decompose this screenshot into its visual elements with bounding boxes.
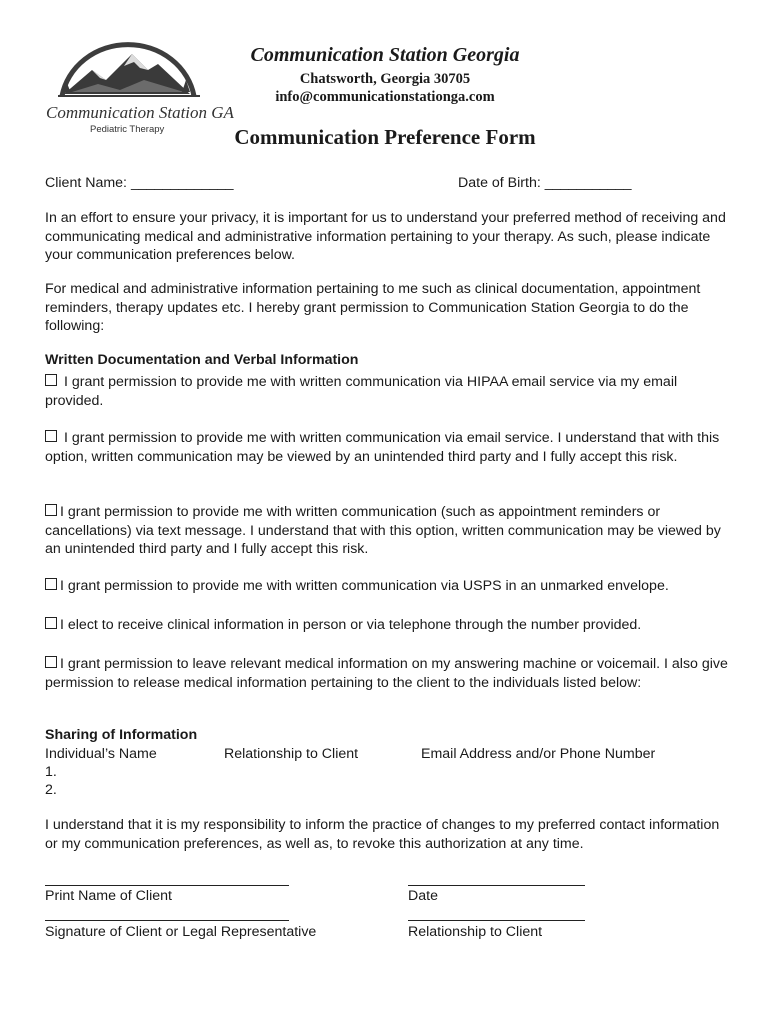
checkbox[interactable]: [45, 617, 57, 629]
option-label: I grant permission to provide me with written communication via USPS in an unmarked envelope.: [60, 578, 669, 594]
print-name-label: Print Name of Client: [45, 888, 172, 904]
column-individual-name: Individual’s Name: [45, 746, 157, 762]
date-line[interactable]: [408, 885, 585, 886]
client-name-field[interactable]: Client Name: _____________: [45, 175, 234, 191]
option-label: I grant permission to provide me with written communication via email service. I understand that with this option, written communication may be viewed by an unintended third party and I fully accept this risk.: [45, 430, 720, 465]
option-usps[interactable]: [45, 577, 730, 596]
checkbox[interactable]: [45, 430, 57, 442]
acknowledgement-paragraph: I understand that it is my responsibility to inform the practice of changes to my preferred contact information or my communication preferences, as well as, to revoke this authorization at any time.: [45, 817, 720, 852]
column-relationship: Relationship to Client: [224, 746, 359, 762]
relationship-label: Relationship to Client: [408, 924, 543, 940]
sharing-section-heading: Sharing of Information: [45, 727, 198, 743]
privacy-paragraph: In an effort to ensure your privacy, it is important for us to understand your preferred method of receiving and communicating medical and administrative information pertaining to your therapy. As such, please indicate your communication preferences below.: [45, 210, 726, 264]
option-label: I grant permission to provide me with written communication via HIPAA email service via my email provided.: [45, 374, 678, 409]
relationship-line[interactable]: [408, 920, 585, 921]
checkbox[interactable]: [45, 656, 57, 668]
sharing-row-2[interactable]: 2.: [45, 782, 57, 798]
checkbox[interactable]: [45, 578, 57, 590]
option-label: I grant permission to provide me with written communication (such as appointment reminders or cancellations) via text message. I understand that with this option, written communication may be viewed by an unintended third party and I fully accept this risk.: [45, 504, 721, 558]
option-email-service[interactable]: [45, 429, 730, 466]
print-name-line[interactable]: [45, 885, 289, 886]
checkbox[interactable]: [45, 504, 57, 516]
permission-paragraph: For medical and administrative information pertaining to me such as clinical documentation, appointment reminders, therapy updates etc. I hereby grant permission to Communication Station Georgia to do the following:: [45, 281, 701, 335]
logo-tagline: Pediatric Therapy: [90, 124, 165, 135]
option-voicemail[interactable]: [45, 655, 730, 692]
date-label: Date: [408, 888, 438, 904]
sharing-row-1[interactable]: 1.: [45, 764, 57, 780]
date-of-birth-field[interactable]: Date of Birth: ___________: [458, 175, 632, 191]
organization-name: Communication Station Georgia: [250, 44, 520, 66]
written-section-heading: Written Documentation and Verbal Information: [45, 352, 359, 368]
column-email-phone: Email Address and/or Phone Number: [421, 746, 656, 762]
option-hipaa-email[interactable]: [45, 373, 730, 410]
organization-address: Chatsworth, Georgia 30705: [299, 71, 471, 87]
option-label: I grant permission to leave relevant medical information on my answering machine or voicemail. I also give permission to release medical information pertaining to the client to the individuals listed below:: [45, 656, 728, 691]
signature-label: Signature of Client or Legal Representative: [45, 924, 317, 940]
option-text-message[interactable]: [45, 503, 730, 559]
organization-email: info@communicationstationga.com: [275, 89, 495, 105]
option-in-person-telephone[interactable]: [45, 616, 730, 635]
checkbox[interactable]: [45, 374, 57, 386]
signature-line[interactable]: [45, 920, 289, 921]
logo-wordmark: Communication Station GA: [46, 103, 234, 122]
form-title: Communication Preference Form: [234, 125, 536, 149]
option-label: I elect to receive clinical information in person or via telephone through the number provided.: [60, 617, 642, 633]
